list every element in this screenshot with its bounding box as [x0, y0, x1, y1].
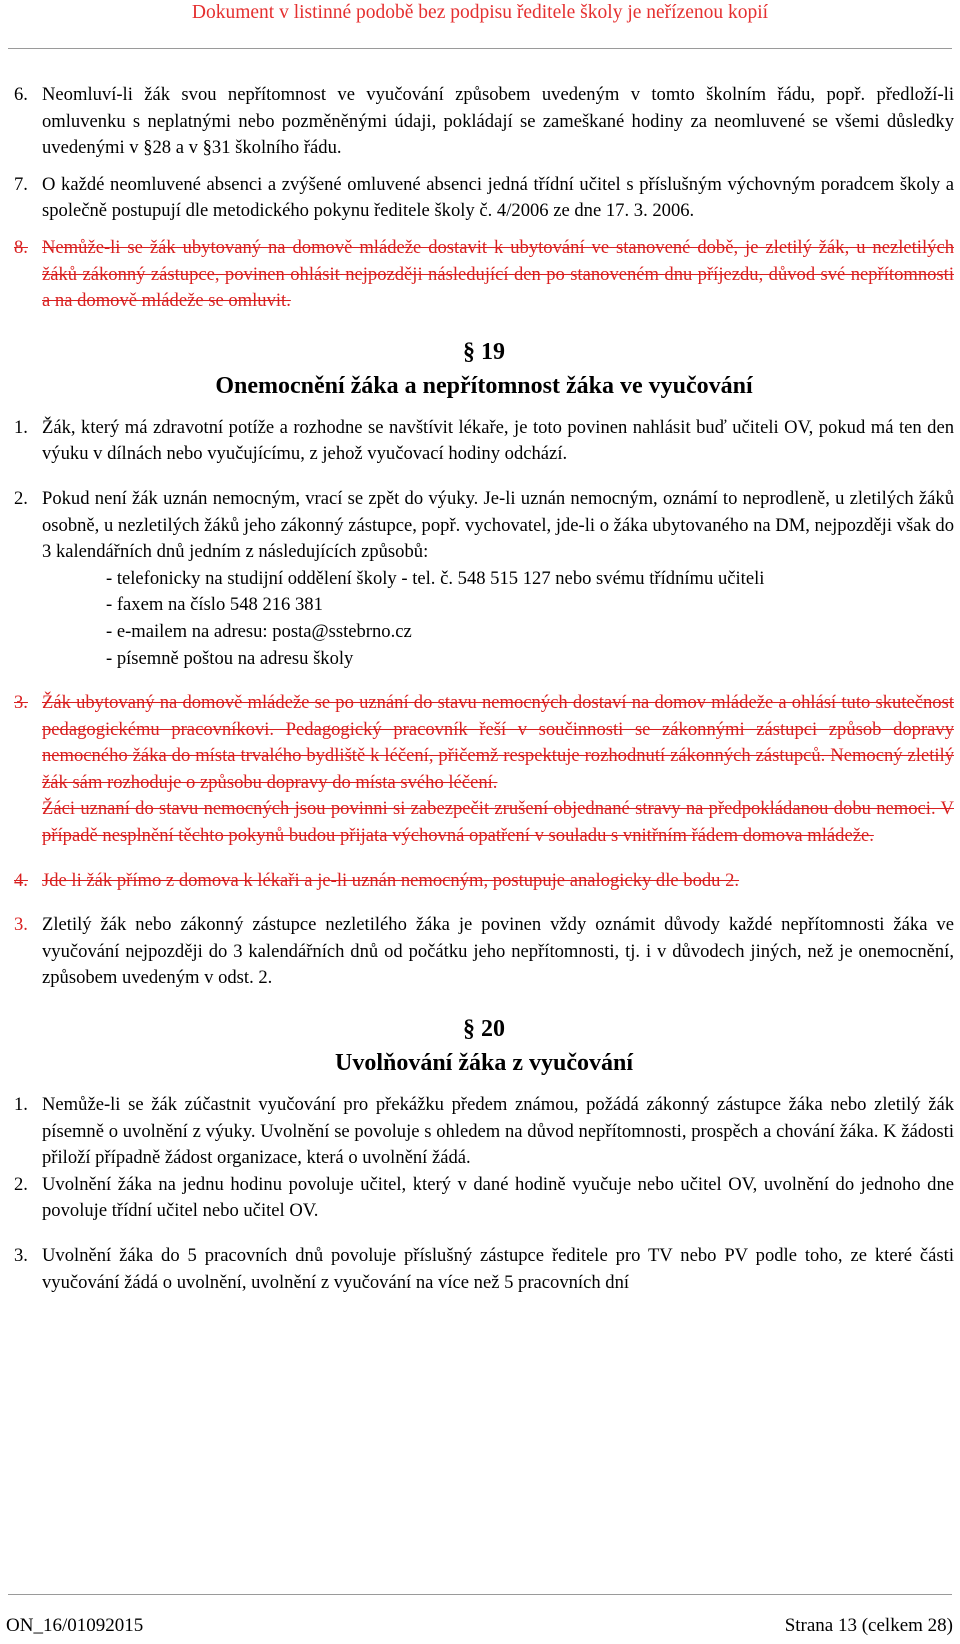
section-19-number: § 19	[463, 338, 505, 365]
controlled-copy-banner: Dokument v listinné podobě bez podpisu ředitele školy je neřízenou kopií	[191, 2, 769, 23]
paragraph-text: O každé neomluvené absenci a zvýšené omluvené absenci jedná třídní učitel s příslušným výchovným poradcem školy a společně postupují dle metodického pokynu ředitele školy č. 4/2006 ze dne 17. 3. 2006.	[42, 173, 954, 222]
struck-paragraph-text: Nemůže-li se žák ubytovaný na domově mládeže dostavit k ubytování ve stanovené době, je zletilý žák, u nezletilých žáků zákonný zástupce, povinen ohlásit nejpozději následující den po stanoveném dnu příjezdu, důvod své nepřítomnosti a na domově mládeže se omluvit.	[42, 236, 954, 312]
list-item: - telefonicky na studijní oddělení školy - tel. č. 548 515 127 nebo svému třídnímu učiteli	[106, 567, 765, 589]
s19-paragraph-4-struck	[14, 868, 954, 895]
paragraph-text: Zletilý žák nebo zákonný zástupce nezletilého žáka je povinen vždy oznámit důvody každé nepřítomnosti žáka ve vyučování nejpozději do 3 kalendářních dnů od počátku jeho nepřítomnosti, tj. i v důvodech jiných, než je onemocnění, způsobem uvedeným v odst. 2.	[42, 914, 954, 989]
struck-paragraph-text: Žák ubytovaný na domově mládeže se po uznání do stavu nemocných dostaví na domov mládeže a ohlásí tuto skutečnost pedagogickému pracovníkovi. Pedagogický pracovník řeší v součinnosti se zákonnými zástupci způsob dopravy nemocného žáka do místa trvalého bydliště k léčení, přičemž respektuje rozhodnutí zákonných zástupců. Nemocný zletilý žák sám rozhoduje o způsobu dopravy do místa svého léčení.	[42, 692, 954, 793]
s20-paragraph-3	[14, 1243, 954, 1296]
paragraph-6	[14, 82, 954, 162]
paragraph-number: 4.	[14, 869, 28, 891]
contact-methods-list	[14, 566, 954, 672]
paragraph-8-struck	[14, 235, 954, 315]
paragraph-number: 3.	[14, 1245, 28, 1266]
paragraph-text: Uvolnění žáka na jednu hodinu povoluje učitel, který v dané hodině vyučuje nebo učitel OV, uvolnění do jednoho dne povoluje třídní učitel nebo učitel OV.	[42, 1173, 954, 1222]
paragraph-number: 3.	[14, 914, 28, 936]
section-20-title: Uvolňování žáka z vyučování	[334, 1050, 634, 1077]
s19-paragraph-1	[14, 415, 954, 468]
paragraph-number: 6.	[14, 84, 28, 105]
section-19-title: Onemocnění žáka a nepřítomnost žáka ve vyučování	[215, 372, 753, 399]
list-item: - e-mailem na adresu: posta@sstebrno.cz	[106, 620, 412, 642]
paragraph-text: Žák, který má zdravotní potíže a rozhodne se navštívit lékaře, je toto povinen nahlásit buď učiteli OV, pokud má ten den výuku v dílnách nebo vyučujícímu, z jehož vyučovací hodiny odchází.	[42, 416, 954, 465]
paragraph-number: 2.	[14, 487, 28, 509]
header-divider	[8, 48, 952, 49]
paragraph-7	[14, 172, 954, 225]
s20-paragraph-1	[14, 1092, 954, 1172]
paragraph-number: 2.	[14, 1173, 28, 1195]
struck-paragraph-text: Žáci uznaní do stavu nemocných jsou povinni si zabezpečit zrušení objednané stravy na předpokládanou dobu nemoci. V případě nesplnění těchto pokynů budou přijata výchovná opatření v souladu s vnitřním řádem domova mládeže.	[42, 798, 954, 847]
s19-paragraph-3-new	[14, 912, 954, 992]
footer-divider	[8, 1594, 952, 1595]
paragraph-text: Uvolnění žáka do 5 pracovních dnů povoluje příslušný zástupce ředitele pro TV nebo PV podle toho, ze které části vyučování žádá o uvolnění, uvolnění z vyučování na více než 5 pracovních dní	[42, 1245, 954, 1293]
paragraph-number: 1.	[14, 1094, 28, 1116]
page-header	[0, 0, 960, 48]
paragraph-text: Neomluví-li žák svou nepřítomnost ve vyučování způsobem uvedeným v tomto školním řádu, popř. předloží-li omluvenku s neplatnými nebo pozměněnými údaji, pokládají se zameškané hodiny za neomluvené se všemi důsledky uvedenými v §28 a v §31 školního řádu.	[42, 84, 954, 159]
struck-paragraph-text: Jde li žák přímo z domova k lékaři a je-li uznán nemocným, postupuje analogicky dle bodu 2.	[42, 869, 740, 891]
paragraph-text: Nemůže-li se žák zúčastnit vyučování pro překážku předem známou, požádá zákonný zástupce žáka nebo zletilý žák písemně o uvolnění z výuky. Uvolnění se povoluje s ohledem na důvod nepřítomnosti, prospěch a chování žáka. K žádosti přiloží případně žádost organizace, která o uvolnění žádá.	[42, 1094, 954, 1169]
paragraph-text: Pokud není žák uznán nemocným, vrací se zpět do výuky. Je-li uznán nemocným, oznámí to neprodleně, u zletilých žáků osobně, u nezletilých žáků jeho zákonný zástupce, popř. vychovatel, jde-li o žáka ubytovaného na DM, nejpozději však do 3 kalendářních dnů jedním z následujících způsobů:	[42, 487, 954, 563]
paragraph-number: 3.	[14, 692, 28, 714]
s20-paragraph-2	[14, 1172, 954, 1225]
paragraph-number: 7.	[14, 173, 28, 195]
section-20-number: § 20	[463, 1016, 505, 1043]
page-number: Strana 13 (celkem 28)	[784, 1615, 953, 1636]
list-item: - faxem na číslo 548 216 381	[106, 594, 323, 616]
s19-paragraph-3-struck	[14, 690, 954, 850]
paragraph-number: 1.	[14, 416, 28, 438]
document-body	[14, 82, 954, 1296]
paragraph-number: 8.	[14, 236, 28, 258]
s19-paragraph-2	[14, 486, 954, 566]
document-code: ON_16/01092015	[6, 1615, 144, 1636]
list-item: - písemně poštou na adresu školy	[106, 647, 354, 669]
